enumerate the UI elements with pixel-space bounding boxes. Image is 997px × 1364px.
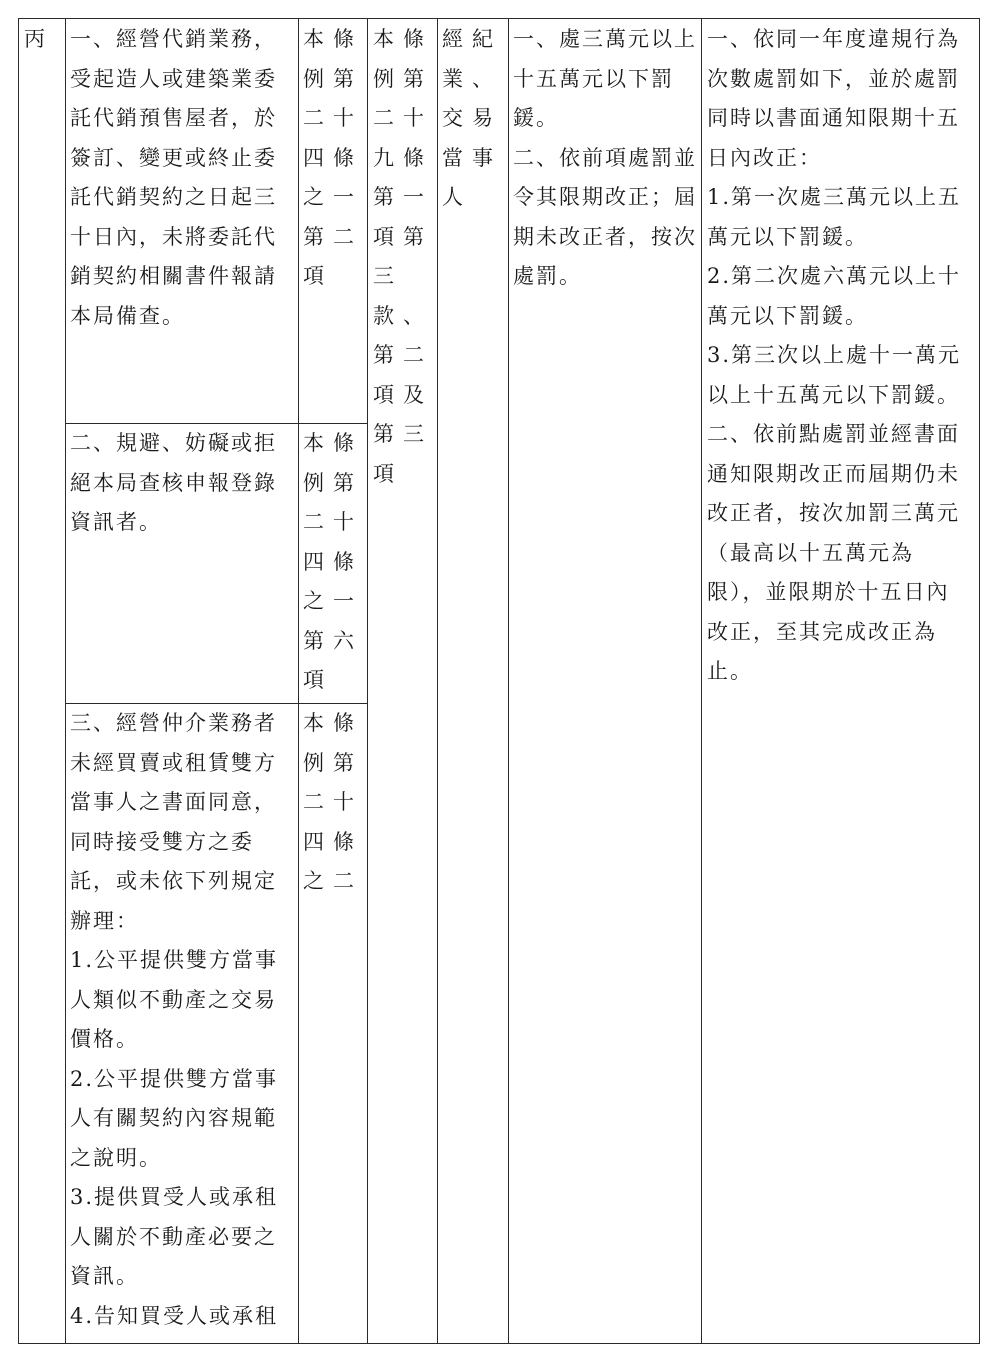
- table-bottom-border: [18, 1343, 980, 1344]
- col-divider-3: [367, 18, 368, 1344]
- category-label: 丙: [24, 27, 47, 51]
- col-divider-5: [508, 18, 509, 1344]
- penalty-standard: 一、依同一年度違規行為次數處罰如下，並於處罰同時以書面通知限期十五日內改正： 1.第一次處三萬元以上五萬元以下罰鍰。 2.第二次處六萬元以上十萬元以下罰鍰。 3.第三次以上處十一萬元以上十五萬元以下罰鍰。 二、依前點處罰並經書面通知限期改正而屆期仍未改正者，按次加罰三萬元（最高以十五萬元為限），並限期於十五日內改正，至其完成改正為止。: [707, 27, 962, 683]
- penalized-party: 經紀業、交易當事人: [442, 27, 502, 209]
- violation-item-1: 一、經營代銷業務，受起造人或建築業委託代銷預售屋者，於簽訂、變更或終止委託代銷契約之日起三十日內，未將委託代銷契約相關書件報請本局備查。: [70, 27, 277, 328]
- table-left-border: [18, 18, 19, 1344]
- penalty-basis: 本條例第二十九條第一項第三款、第二項及第三項: [373, 27, 433, 486]
- col-divider-6: [701, 18, 702, 1344]
- violation-item-2: 二、規避、妨礙或拒絕本局查核申報登錄資訊者。: [70, 431, 277, 534]
- col-divider-4: [437, 18, 438, 1344]
- col-divider-2: [298, 18, 299, 1344]
- col-divider-1: [65, 18, 66, 1344]
- article-ref-3: 本條例第二十四條之二: [303, 711, 363, 893]
- legal-effect: 一、處三萬元以上十五萬元以下罰鍰。 二、依前項處罰並令其限期改正；屆期未改正者，按次處罰。: [513, 27, 697, 288]
- table-right-border: [979, 18, 980, 1344]
- article-ref-2: 本條例第二十四條之一第六項: [303, 431, 363, 692]
- table-top-border: [18, 18, 980, 19]
- violation-item-3: 三、經營仲介業務者未經買賣或租賃雙方當事人之書面同意，同時接受雙方之委託，或未依下列規定辦理： 1.公平提供雙方當事人類似不動產之交易價格。 2.公平提供雙方當事人有關契約內容規範之說明。 3.提供買受人或承租人關於不動產必要之資訊。 4.告知買受人或承租: [70, 711, 279, 1328]
- article-ref-1: 本條例第二十四條之一第二項: [303, 27, 363, 288]
